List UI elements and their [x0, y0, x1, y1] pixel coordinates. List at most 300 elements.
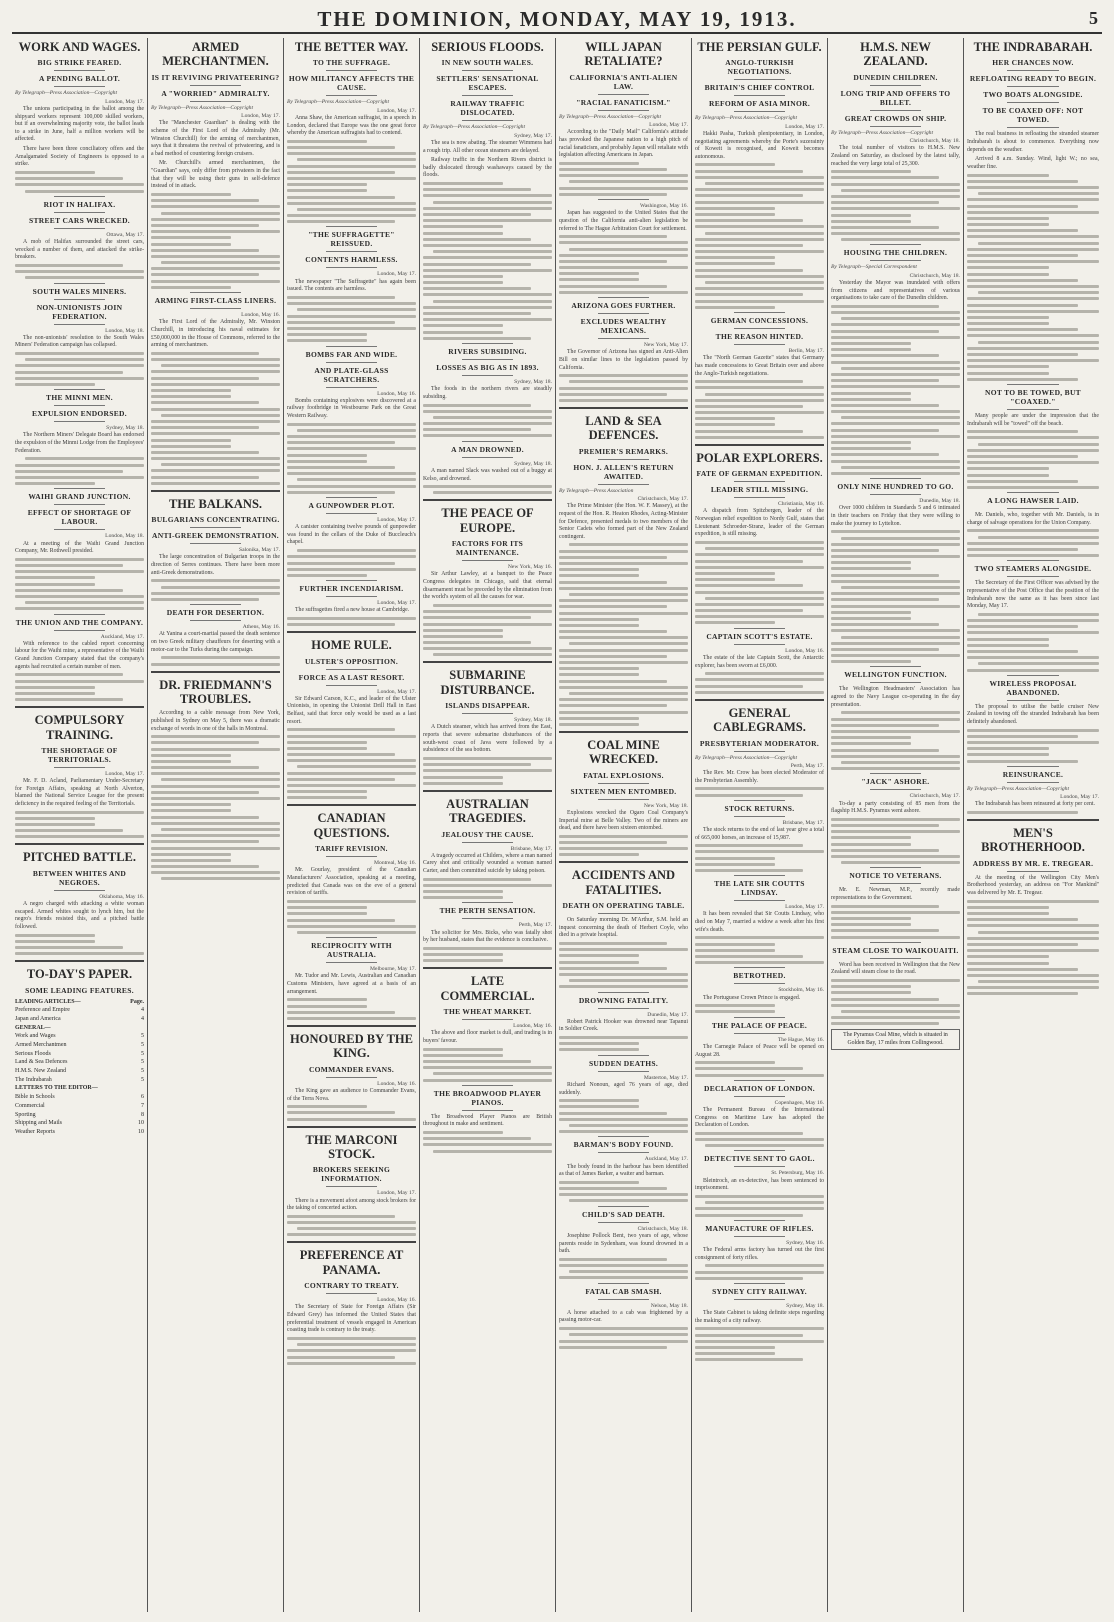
article-paragraph: The Carnegie Palace of Peace will be opened on August 28. — [695, 1043, 824, 1058]
text-line — [297, 765, 416, 768]
text-line — [841, 537, 960, 540]
article-body-text — [559, 1099, 688, 1133]
text-line — [559, 1099, 639, 1102]
rule-divider — [190, 101, 242, 102]
contents-label: Serious Floods — [15, 1050, 51, 1057]
rule-divider — [734, 95, 786, 96]
article-paragraph: The real business in refloating the stranded steamer Indrabarah is about to commence. Everything now depends on the weather. — [967, 131, 1099, 153]
article-paragraph: A mob of Halifax surrounded the street cars, wrecked a number of them, and attacked the strike-breakers. — [15, 239, 144, 261]
rule-divider — [190, 604, 242, 605]
text-line — [831, 472, 960, 475]
text-line — [695, 1214, 803, 1217]
text-line — [423, 182, 503, 185]
text-line — [695, 1195, 824, 1198]
contents-headline: TO-DAY'S PAPER. — [26, 967, 133, 982]
text-line — [559, 835, 688, 838]
article-dateline: Sydney, May 18. — [514, 460, 552, 467]
text-line — [831, 422, 960, 425]
rule-divider — [326, 669, 378, 670]
article-subheading: LONG TRIP AND OFFERS TO BILLET. — [840, 88, 951, 107]
article-dateline: London, May 16. — [377, 390, 416, 397]
text-line — [287, 796, 367, 799]
article — [967, 384, 1099, 489]
text-line — [287, 574, 367, 577]
article-dateline: Perth, May 17. — [790, 762, 824, 769]
text-line — [15, 673, 123, 676]
text-line — [831, 410, 960, 413]
text-line — [151, 865, 259, 868]
masthead-title: THE DOMINION, MONDAY, MAY 19, 1913. — [317, 6, 797, 31]
article-paragraph: The Wellington Headmasters' Association has agreed to the Navy League co-operating in the day presentation. — [831, 686, 960, 708]
text-line — [831, 730, 960, 733]
article-headline: HOME RULE. — [311, 638, 392, 653]
text-line — [287, 562, 395, 565]
article-subheading: A "WORRIED" ADMIRALTY. — [161, 88, 270, 98]
article — [287, 40, 416, 223]
article-body-text — [287, 617, 416, 626]
text-line — [423, 884, 552, 887]
article-subheading: REFLOATING READY TO BEGIN. — [969, 74, 1097, 84]
text-line — [695, 250, 824, 253]
text-line — [423, 238, 531, 241]
text-line — [287, 747, 367, 750]
text-line — [287, 466, 395, 469]
article-paragraph: There have been three conciliatory offers and the Amalgamated Society of Engineers is opposed to a strike. — [15, 146, 144, 168]
rule-divider — [734, 800, 786, 801]
text-line — [967, 949, 1099, 952]
text-line — [841, 761, 960, 764]
text-line — [15, 177, 123, 180]
article-paragraph: The Portuguese Crown Prince is engaged. — [703, 994, 801, 1001]
text-line — [287, 1111, 395, 1114]
rule-divider — [734, 628, 786, 629]
text-line — [15, 823, 95, 826]
rule-divider — [734, 1080, 786, 1081]
rule-divider — [190, 527, 242, 528]
contents-label: Land & Sea Defences — [15, 1059, 68, 1066]
rule-divider — [54, 421, 106, 422]
article — [695, 967, 824, 1013]
text-line — [151, 803, 231, 806]
text-line — [967, 316, 1049, 319]
article-paragraph: A dispatch from Spitzbergen, leader of the Norwegian relief expedition to Nordy Gulf, states that Lieutenant Schroeder-Stranz, leader of the German expedition, is still missing. — [695, 508, 824, 538]
text-line — [287, 177, 416, 180]
article-dateline: London, May 17. — [1060, 794, 1099, 801]
rule-divider — [734, 1166, 786, 1167]
section-divider — [287, 1241, 416, 1243]
text-line — [695, 949, 775, 952]
text-line — [967, 474, 1049, 477]
text-line — [831, 654, 960, 657]
text-line — [423, 194, 552, 197]
text-line — [695, 436, 824, 439]
text-line — [287, 447, 416, 450]
article-subheading: JEALOUSY THE CAUSE. — [441, 829, 534, 839]
article-body-text — [695, 1195, 824, 1217]
article-dateline: Masterton, May 17. — [643, 1074, 688, 1081]
text-line — [423, 434, 552, 437]
article-paragraph: Over 1000 children in Standards 5 and 6 intimated in their teachers on Friday that they were willing to make the journey to Lyttelton. — [831, 505, 960, 527]
contents-row — [15, 1006, 144, 1015]
article-paragraph: The solicitor for Mrs. Bicks, who was fatally shot by her husband, states that the evidence is conclusive. — [423, 929, 552, 944]
text-line — [151, 476, 259, 479]
article-headline: SERIOUS FLOODS. — [431, 40, 544, 54]
article-subheading: DEATH FOR DESERTION. — [166, 608, 265, 618]
article-paragraph: The Indrabarah has been reinsured at forty per cent. — [975, 801, 1095, 808]
article-headline: WORK AND WAGES. — [18, 40, 141, 54]
article-subheading: BETWEEN WHITES AND NEGROES. — [32, 868, 127, 887]
article-body-text — [559, 374, 688, 402]
text-line — [287, 140, 367, 143]
text-line — [151, 853, 231, 856]
text-line — [559, 162, 639, 165]
text-line — [695, 293, 803, 296]
article-dateline: London, May 16. — [785, 647, 824, 654]
contents-label: Shipping and Mails — [15, 1120, 63, 1127]
text-line — [15, 183, 144, 186]
article-subheading: "RACIAL FANATICISM." — [576, 97, 671, 107]
text-line — [831, 361, 960, 364]
article-dateline: St. Petersburg, May 16. — [771, 1170, 824, 1177]
text-line — [559, 711, 688, 714]
rule-divider — [326, 685, 378, 686]
text-line — [151, 193, 231, 196]
text-line — [695, 844, 803, 847]
text-line — [831, 617, 911, 620]
contents-row — [15, 998, 144, 1007]
rule-divider — [462, 343, 514, 344]
article-body-text — [831, 530, 960, 663]
text-line — [287, 441, 395, 444]
section-divider — [559, 861, 688, 863]
article-subheading: ISLANDS DISAPPEAR. — [445, 701, 530, 711]
text-line — [423, 947, 552, 950]
text-line — [569, 543, 688, 546]
text-line — [978, 536, 1099, 539]
rule-divider — [54, 212, 106, 213]
rule-divider — [598, 783, 650, 784]
article — [423, 40, 552, 340]
article-dateline: London, May 17. — [105, 770, 144, 777]
text-line — [287, 753, 395, 756]
text-line — [695, 176, 824, 179]
text-line — [831, 979, 960, 982]
article-byline: By Telegraph—Special Correspondent — [831, 264, 917, 271]
rule-divider — [326, 513, 378, 514]
article — [695, 1150, 824, 1216]
text-line — [25, 190, 144, 193]
text-line — [151, 224, 259, 227]
rule-divider — [870, 942, 922, 943]
text-line — [151, 579, 280, 582]
text-line — [287, 735, 416, 738]
article-body-text — [287, 1105, 416, 1120]
contents-row — [15, 1076, 144, 1085]
text-line — [841, 1010, 960, 1013]
article — [15, 488, 144, 610]
text-line — [695, 238, 824, 241]
rule-divider — [598, 199, 650, 200]
article-subheading: DETECTIVE SENT TO GAOL. — [704, 1154, 815, 1164]
article-paragraph: Robert Patrick Hooker was drowned near Tapanui in Soldier Creek. — [559, 1018, 688, 1033]
text-line — [831, 749, 939, 752]
text-line — [967, 760, 1078, 763]
text-line — [695, 1067, 803, 1070]
text-line — [559, 399, 688, 402]
article-dateline: New York, May 17. — [643, 342, 688, 349]
text-line — [695, 955, 803, 958]
article — [287, 497, 416, 577]
article-paragraph: With reference to the cabled report concerning labour for the Waihi mine, a representative of the Waihi Grand Junction Company stated that the company's agents had recruited a certain number of men. — [15, 640, 144, 670]
text-line — [433, 1072, 552, 1075]
contents-page: Page. — [130, 998, 144, 1005]
text-line — [569, 1124, 688, 1127]
article-paragraph: Yesterday the Mayor was inundated with offers from citizens and representatives of various organisations to take care of the Dunedin children. — [831, 279, 960, 302]
text-line — [967, 235, 1099, 238]
text-line — [967, 747, 1049, 750]
rule-divider — [462, 1019, 514, 1020]
text-line — [967, 211, 1099, 214]
text-line — [423, 1060, 531, 1063]
article — [287, 631, 416, 799]
article-paragraph: Mr. Daniels, who, together with Mr. Daniels, is in charge of salvage operations for the Union Company. — [967, 512, 1099, 526]
text-line — [831, 435, 960, 438]
article-dateline: Ottawa, May 17. — [106, 231, 144, 238]
article — [15, 843, 144, 955]
text-line — [287, 333, 367, 336]
contents-label: GENERAL— — [15, 1024, 51, 1031]
text-line — [423, 428, 531, 431]
text-line — [705, 547, 824, 550]
text-line — [151, 420, 280, 423]
article-subheading: LOSSES AS BIG AS IN 1893. — [436, 362, 539, 372]
article-dateline: Stockholm, May 16. — [778, 987, 824, 994]
article-paragraph: Mr. Churchill's armed merchantmen, the "Guardian" says, only differ from privateers in the fact that they will be using their guns in self-defence instead of in attack. — [151, 160, 280, 190]
contents-page: 5 — [141, 1042, 144, 1049]
rule-divider — [1007, 675, 1060, 676]
column-7 — [828, 38, 964, 1612]
text-line — [695, 213, 775, 216]
text-line — [559, 1264, 688, 1267]
article-paragraph: The stock returns to the end of last year give a total of 665,000 horses, an increase of 15,987. — [695, 826, 824, 841]
text-line — [161, 877, 280, 880]
text-line — [831, 214, 911, 217]
article-body-text — [559, 543, 688, 725]
text-line — [695, 244, 803, 247]
text-line — [15, 364, 144, 367]
text-line — [423, 1048, 503, 1051]
article — [287, 937, 416, 1020]
text-line — [559, 168, 667, 171]
section-divider — [151, 490, 280, 492]
article-byline: By Telegraph—Press Association—Copyright — [15, 90, 118, 97]
text-line — [559, 847, 688, 850]
section-divider — [15, 960, 144, 962]
text-line — [15, 476, 144, 479]
rule-divider — [734, 344, 786, 345]
article-paragraph: Anna Shaw, the American suffragist, in a speech in London, declared that Europe was the one great force whereby the American suffragists had to contend. — [287, 114, 416, 137]
article-headline: POLAR EXPLORERS. — [696, 450, 823, 465]
article-subheading: THE UNION AND THE COMPANY. — [15, 617, 144, 627]
rule-divider — [326, 596, 378, 597]
text-line — [831, 718, 960, 721]
rule-divider — [598, 484, 650, 485]
column-3 — [284, 38, 420, 1612]
article-body-text — [967, 729, 1099, 763]
text-line — [151, 267, 280, 270]
text-line — [287, 472, 416, 475]
text-line — [25, 457, 144, 460]
text-line — [433, 604, 552, 607]
text-line — [559, 1346, 667, 1349]
text-line — [967, 229, 1078, 232]
article-paragraph: A horse attached to a cab was frightened by a passing motor-car. — [559, 1309, 688, 1324]
text-line — [287, 454, 367, 457]
text-line — [967, 430, 1078, 433]
text-line — [15, 934, 95, 937]
contents-subheading: SOME LEADING FEATURES. — [25, 985, 134, 995]
article — [15, 283, 144, 386]
contents-row — [15, 1015, 144, 1024]
text-line — [967, 186, 1099, 189]
article-body-text — [151, 352, 280, 485]
article — [695, 40, 824, 309]
article-paragraph: Josephine Pollock Bent, two years of age, whose parents reside in Sydenham, was found drowned in a bath. — [559, 1232, 688, 1255]
article-headline: THE INDRABARAH. — [973, 40, 1093, 54]
text-line — [831, 336, 960, 339]
columns-container — [12, 38, 1102, 1612]
contents-label: Work and Wages — [15, 1033, 56, 1040]
article — [15, 614, 144, 702]
text-line — [831, 342, 911, 345]
text-line — [831, 460, 960, 463]
article — [151, 604, 280, 665]
article — [15, 196, 144, 280]
text-line — [151, 469, 280, 472]
text-line — [287, 568, 416, 571]
article-dateline: London, May 18. — [105, 327, 144, 334]
text-line — [967, 554, 1099, 557]
text-line — [151, 352, 259, 355]
article-headline: THE BETTER WAY. — [294, 40, 409, 54]
text-line — [831, 923, 911, 926]
article-subheading: TARIFF REVISION. — [315, 844, 388, 854]
text-line — [433, 653, 552, 656]
article-subheading: WELLINGTON FUNCTION. — [844, 670, 947, 680]
rule-divider — [734, 900, 786, 901]
text-line — [831, 724, 939, 727]
text-line — [15, 270, 144, 273]
article-body-text — [967, 430, 1099, 489]
contents-label: Commercial — [15, 1102, 45, 1109]
text-line — [831, 379, 939, 382]
rule-divider — [54, 767, 106, 768]
article-body-text — [831, 711, 960, 770]
text-line — [695, 1010, 775, 1013]
rule-divider — [870, 260, 922, 261]
article-body-text — [287, 900, 416, 934]
text-line — [967, 741, 1099, 744]
article — [287, 804, 416, 934]
text-line — [287, 460, 367, 463]
article-subheading: CONTENTS HARMLESS. — [305, 255, 398, 265]
text-line — [151, 772, 280, 775]
article — [287, 1126, 416, 1237]
article-dateline: Christchurch, May 17. — [909, 793, 960, 800]
text-line — [423, 776, 503, 779]
text-line — [423, 232, 503, 235]
text-line — [831, 530, 960, 533]
text-line — [559, 1118, 688, 1121]
text-line — [423, 616, 531, 619]
text-line — [559, 1130, 688, 1133]
text-line — [559, 1193, 688, 1196]
article-byline: By Telegraph—Press Association—Copyright — [695, 115, 798, 122]
article — [423, 1085, 552, 1153]
section-divider — [287, 804, 416, 806]
article-body-text — [695, 1264, 824, 1279]
rule-divider — [54, 228, 106, 229]
rule-divider — [462, 918, 514, 919]
text-line — [287, 315, 416, 318]
text-line — [423, 293, 552, 296]
text-line — [831, 447, 911, 450]
text-line — [705, 393, 824, 396]
article-subheading: FURTHER INCENDIARISM. — [299, 584, 404, 594]
article-headline: THE PEACE OF EUROPE. — [441, 506, 534, 535]
text-line — [161, 778, 280, 781]
text-line — [161, 463, 280, 466]
article-body-text — [15, 457, 144, 485]
text-line — [423, 1137, 531, 1140]
article-headline: AUSTRALIAN TRAGEDIES. — [446, 796, 529, 826]
text-line — [15, 589, 123, 592]
text-line — [978, 931, 1099, 934]
article-paragraph: According to a cable message from New York, published in Sydney on May 5, there was a dramatic exchange of words in one of the halls in Montreal. — [151, 710, 280, 732]
article-subheading: PRESBYTERIAN MODERATOR. — [699, 738, 820, 748]
text-line — [287, 759, 416, 762]
article — [559, 1283, 688, 1349]
rule-divider — [54, 196, 106, 197]
text-line — [831, 648, 939, 651]
article-paragraph: Mr. Gourlay, president of the Canadian Manufacturers' Association, speaking at a meeting, predicted that Canada was on the eve of a general revision of tariffs. — [287, 867, 416, 897]
article-dateline: Dunedin, May 17. — [647, 1011, 688, 1018]
text-line — [967, 378, 1078, 381]
article-paragraph: The total number of visitors to H.M.S. New Zealand on Saturday, as disclosed by the latest tally, reached the very large total of 25,300. — [831, 145, 960, 167]
text-line — [569, 692, 688, 695]
text-line — [287, 202, 416, 205]
text-line — [559, 942, 667, 945]
section-divider — [15, 706, 144, 708]
article-body-text — [695, 844, 824, 872]
column-4 — [420, 38, 556, 1612]
article — [967, 766, 1099, 814]
text-line — [423, 422, 552, 425]
text-line — [831, 855, 960, 858]
article — [15, 706, 144, 838]
article-dateline: The Hague, May 16. — [777, 1036, 824, 1043]
article — [15, 389, 144, 485]
article-body-text — [15, 264, 144, 279]
rule-divider — [462, 713, 514, 714]
article-body-text — [559, 1327, 688, 1349]
rule-divider — [54, 283, 106, 284]
rule-divider — [870, 85, 922, 86]
contents-row — [15, 1032, 144, 1041]
rule-divider — [870, 244, 922, 245]
rule-divider — [1007, 576, 1060, 577]
text-line — [695, 850, 824, 853]
